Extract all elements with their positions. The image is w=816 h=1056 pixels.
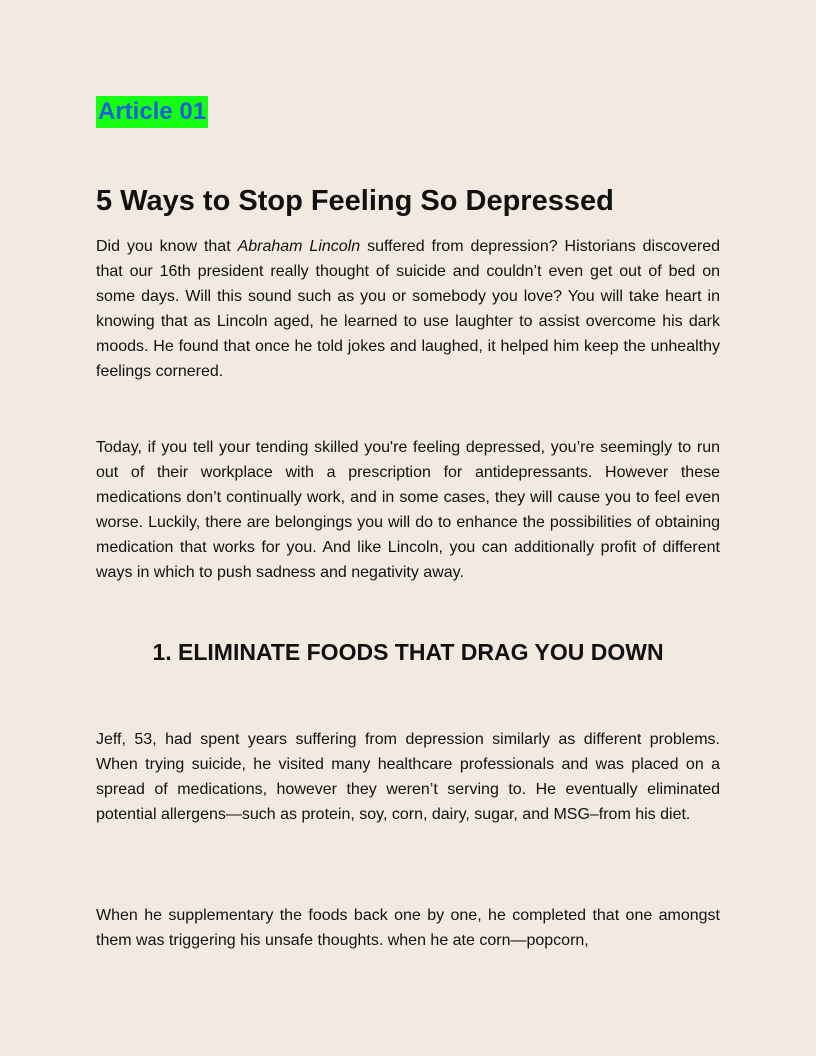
section-heading: 1. ELIMINATE FOODS THAT DRAG YOU DOWN (152, 639, 664, 665)
paragraph-antidepressants: Today, if you tell your tending skilled you're feeling depressed, you’re seemingly to run out of their workplace with a prescription for antidepressants. However these medications don’t continually work, and in some cases, they will cause you to feel even worse. Luckily, there are belongings you will do to enhance the possibilities of obtaining medication that works for you. And like Lincoln, you can additionally profit of different ways in which to push sadness and negativity away. (96, 439, 720, 581)
paragraph-intro-start: Did you know that (96, 238, 238, 255)
article-title: 5 Ways to Stop Feeling So Depressed (96, 185, 614, 217)
paragraph-intro-end: suffered from depression? Historians discovered that our 16th president really thought of suicide and couldn’t even get out of bed on some days. Will this sound such as you or somebody you love? You will take heart in knowing that as Lincoln aged, he learned to use laughter to assist overcome his dark moods. He found that once he told jokes and laughed, it helped him keep the unhealthy feelings cornered. (96, 238, 721, 380)
paragraph-jeff: Jeff, 53, had spent years suffering from depression similarly as different problems. When trying suicide, he visited many healthcare professionals and was placed on a spread of medications, however they weren’t serving to. He eventually eliminated potential allergens—such as protein, soy, corn, dairy, sugar, and MSG–from his diet. (96, 731, 720, 823)
article-tag: Article 01 (96, 96, 208, 128)
paragraph-intro-italic-name: Abraham Lincoln (237, 238, 361, 255)
paragraph-intro (96, 234, 720, 384)
paragraph-foods-back: When he supplementary the foods back one by one, he completed that one amongst them was triggering his unsafe thoughts. when he ate corn—popcorn, (96, 907, 720, 949)
